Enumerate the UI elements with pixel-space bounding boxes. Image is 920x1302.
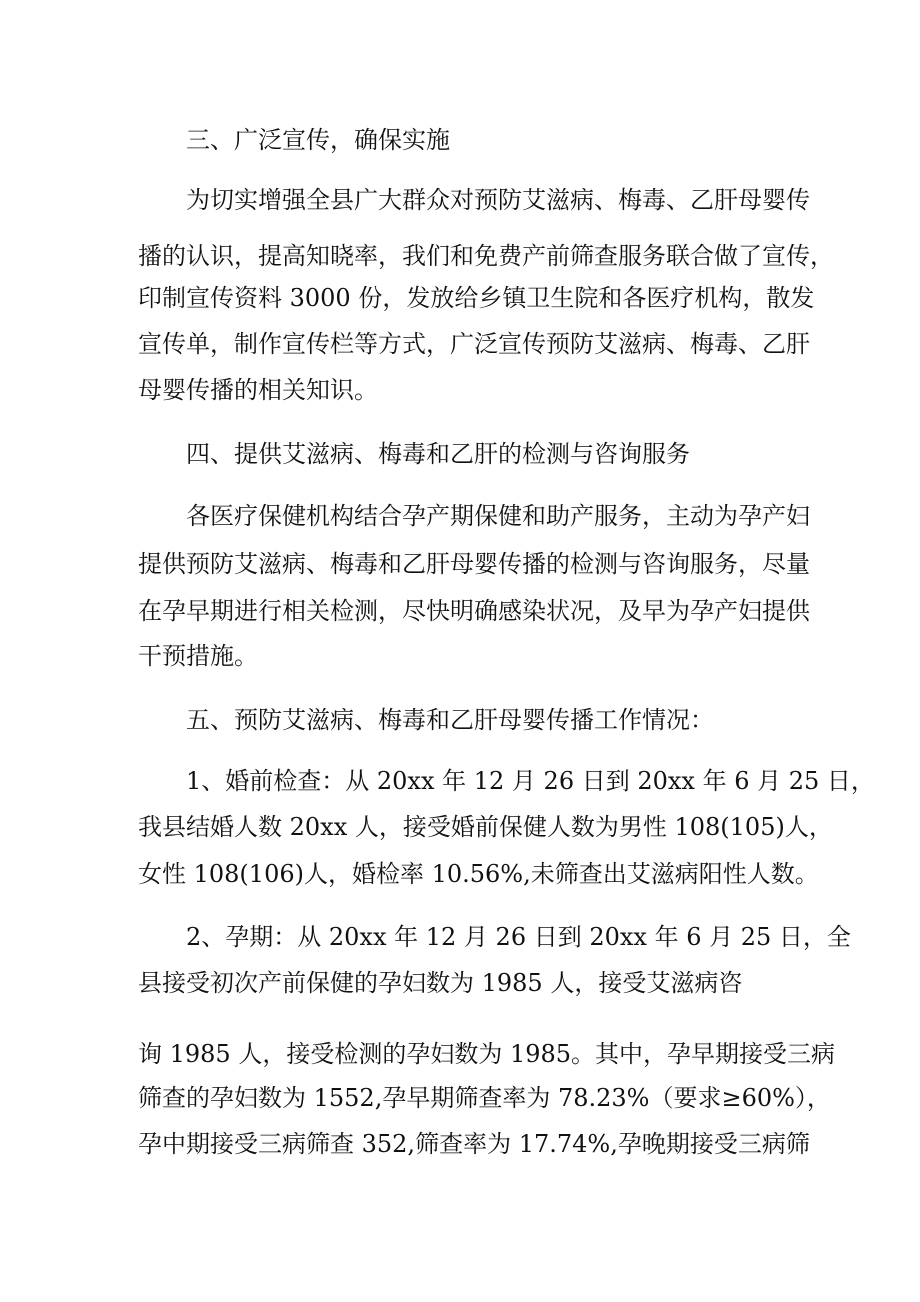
paragraph-line: 2、孕期：从 20xx 年 12 月 26 日到 20xx 年 6 月 25 日，全 [186,923,851,951]
paragraph-line: 1、婚前检查：从 20xx 年 12 月 26 日到 20xx 年 6 月 25 日， [186,767,875,795]
paragraph-line: 干预措施。 [138,642,258,670]
paragraph-line: 女性 108(106)人，婚检率 10.56%,未筛查出艾滋病阳性人数。 [138,860,819,888]
paragraph-line: 询 1985 人，接受检测的孕妇数为 1985。其中，孕早期接受三病 [138,1040,836,1068]
section-heading-4: 四、提供艾滋病、梅毒和乙肝的检测与咨询服务 [186,440,690,468]
section-heading-3: 三、广泛宣传，确保实施 [186,126,450,154]
paragraph-line: 印制宣传资料 3000 份，发放给乡镇卫生院和各医疗机构，散发 [138,284,815,312]
paragraph-line: 我县结婚人数 20xx 人，接受婚前保健人数为男性 108(105)人， [138,813,833,841]
paragraph-line: 孕中期接受三病筛查 352,筛查率为 17.74%,孕晚期接受三病筛 [138,1130,810,1158]
paragraph-line: 为切实增强全县广大群众对预防艾滋病、梅毒、乙肝母婴传 [186,186,810,214]
paragraph-line: 播的认识，提高知晓率，我们和免费产前筛查服务联合做了宣传， [138,242,834,270]
paragraph-line: 提供预防艾滋病、梅毒和乙肝母婴传播的检测与咨询服务，尽量 [138,550,810,578]
paragraph-line: 在孕早期进行相关检测，尽快明确感染状况，及早为孕产妇提供 [138,597,810,625]
paragraph-line: 各医疗保健机构结合孕产期保健和助产服务，主动为孕产妇 [186,502,810,530]
paragraph-line: 母婴传播的相关知识。 [138,376,378,404]
section-heading-5: 五、预防艾滋病、梅毒和乙肝母婴传播工作情况： [186,706,714,734]
paragraph-line: 县接受初次产前保健的孕妇数为 1985 人，接受艾滋病咨 [138,969,743,997]
paragraph-line: 宣传单，制作宣传栏等方式，广泛宣传预防艾滋病、梅毒、乙肝 [138,330,810,358]
paragraph-line: 筛查的孕妇数为 1552,孕早期筛查率为 78.23%（要求≥60%）， [138,1084,831,1112]
